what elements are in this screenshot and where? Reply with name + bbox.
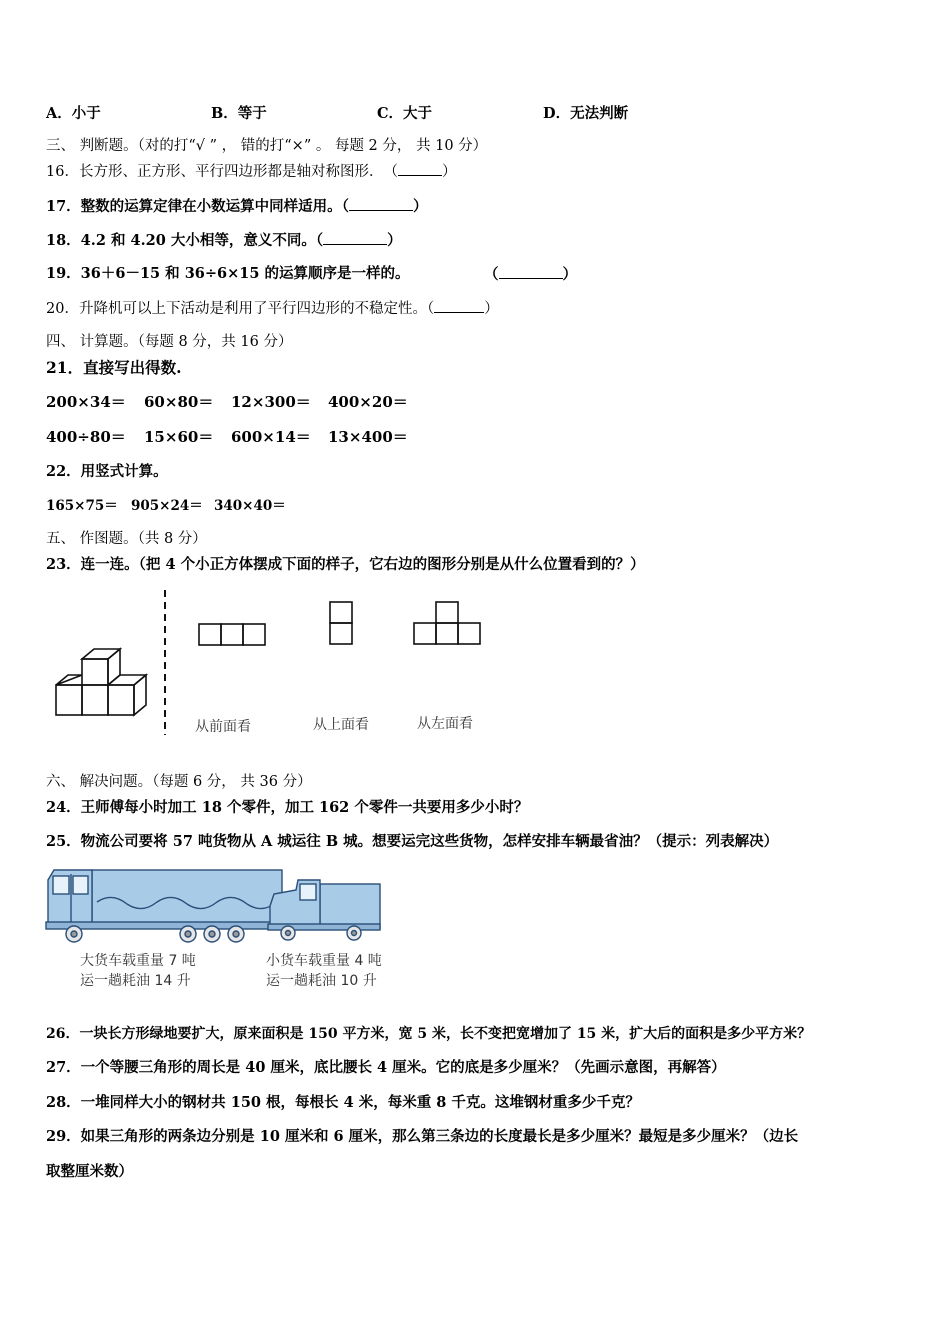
cube-views-figure <box>40 585 510 745</box>
calc-item: 340×40＝ <box>214 498 286 514</box>
question-16: 16．长方形、正方形、平行四边形都是轴对称图形． （ ） <box>46 161 456 182</box>
option-b: B．等于 <box>211 105 267 122</box>
calc-item: 12×300＝ <box>231 393 311 411</box>
question-21: 21．直接写出得数. <box>46 358 182 377</box>
question-28: 28．一堆同样大小的钢材共 150 根，每根长 4 米，每米重 8 千克。这堆钢材重多少千克？ <box>46 1094 640 1111</box>
question-29-line2: 取整厘米数） <box>46 1163 133 1180</box>
cube-stack-drawing <box>56 649 146 715</box>
calc-item: 200×34＝ <box>46 393 126 411</box>
answer-blank-18[interactable] <box>323 230 387 245</box>
question-17-text: 17．整数的运算定律在小数运算中同样适用。 <box>46 198 342 215</box>
question-19: 19．36＋6－15 和 36÷6×15 的运算顺序是一样的。 （ ） <box>46 265 577 283</box>
view-top-label: 从上面看 <box>313 717 369 733</box>
trucks-figure <box>42 862 402 992</box>
question-19-text: 19．36＋6－15 和 36÷6×15 的运算顺序是一样的。 <box>46 265 410 282</box>
big-truck-caption-2: 运一趟耗油 14 升 <box>80 973 191 989</box>
calc-item: 165×75＝ <box>46 498 118 514</box>
section4-title: 四、 计算题。（每题 8 分，共 16 分） <box>46 334 293 350</box>
option-c: C．大于 <box>377 105 433 122</box>
view-left-label: 从左面看 <box>417 716 473 732</box>
answer-blank-17[interactable] <box>349 196 413 211</box>
calc-item: 60×80＝ <box>144 393 214 411</box>
small-truck-image <box>268 880 380 940</box>
question-29-line1: 29．如果三角形的两条边分别是 10 厘米和 6 厘米，那么第三条边的长度最长是多少厘米？最短是多少厘米？（边长 <box>46 1128 799 1145</box>
section3-title: 三、 判断题。（对的打“√ ” ， 错的打“×” 。 每题 2 分， 共 10 分） <box>46 138 488 154</box>
question-16-text: 16．长方形、正方形、平行四边形都是轴对称图形． <box>46 164 377 180</box>
calc-item: 600×14＝ <box>231 428 311 446</box>
question-25: 25．物流公司要将 57 吨货物从 A 城运往 B 城。想要运完这些货物，怎样安排车辆最省油？（提示：列表解决） <box>46 833 779 850</box>
view-front-label: 从前面看 <box>195 719 251 735</box>
question-20-text: 20．升降机可以上下活动是利用了平行四边形的不稳定性。 <box>46 301 427 317</box>
calc-item: 13×400＝ <box>328 428 408 446</box>
view-top-shape[interactable] <box>330 602 352 644</box>
calc-item: 15×60＝ <box>144 428 214 446</box>
calc-item: 400×20＝ <box>328 393 408 411</box>
option-a: A．小于 <box>46 105 101 122</box>
option-d: D．无法判断 <box>543 105 629 122</box>
section5-title: 五、 作图题。（共 8 分） <box>46 531 207 547</box>
question-18-text: 18．4.2 和 4.20 大小相等，意义不同。 <box>46 232 316 249</box>
answer-blank-20[interactable] <box>434 298 484 313</box>
small-truck-caption-2: 运一趟耗油 10 升 <box>266 973 377 989</box>
view-left-shape[interactable] <box>414 602 480 644</box>
section6-title: 六、 解决问题。（每题 6 分， 共 36 分） <box>46 774 312 790</box>
question-24: 24．王师傅每小时加工 18 个零件，加工 162 个零件一共要用多少小时？ <box>46 799 529 816</box>
question-17: 17．整数的运算定律在小数运算中同样适用。（ ） <box>46 198 428 215</box>
question-26: 26．一块长方形绿地要扩大，原来面积是 150 平方米，宽 5 米，长不变把宽增加了 15 米，扩大后的面积是多少平方米？ <box>46 1026 812 1042</box>
question-22: 22．用竖式计算。 <box>46 463 168 480</box>
question-27: 27．一个等腰三角形的周长是 40 厘米，底比腰长 4 厘米。它的底是多少厘米？（先画示意图，再解答） <box>46 1059 726 1076</box>
question-18: 18．4.2 和 4.20 大小相等，意义不同。（ ） <box>46 232 402 249</box>
question-20: 20．升降机可以上下活动是利用了平行四边形的不稳定性。（ ） <box>46 298 499 319</box>
question-23: 23．连一连。（把 4 个小正方体摆成下面的样子，它右边的图形分别是从什么位置看到的？） <box>46 556 645 573</box>
answer-blank-16[interactable] <box>398 161 442 176</box>
view-front-shape[interactable] <box>199 624 265 645</box>
calc-item: 905×24＝ <box>131 498 203 514</box>
big-truck-caption-1: 大货车载重量 7 吨 <box>80 953 196 969</box>
answer-blank-19[interactable] <box>499 264 563 279</box>
calc-item: 400÷80＝ <box>46 428 126 446</box>
big-truck-image <box>46 870 282 942</box>
small-truck-caption-1: 小货车载重量 4 吨 <box>266 953 382 969</box>
